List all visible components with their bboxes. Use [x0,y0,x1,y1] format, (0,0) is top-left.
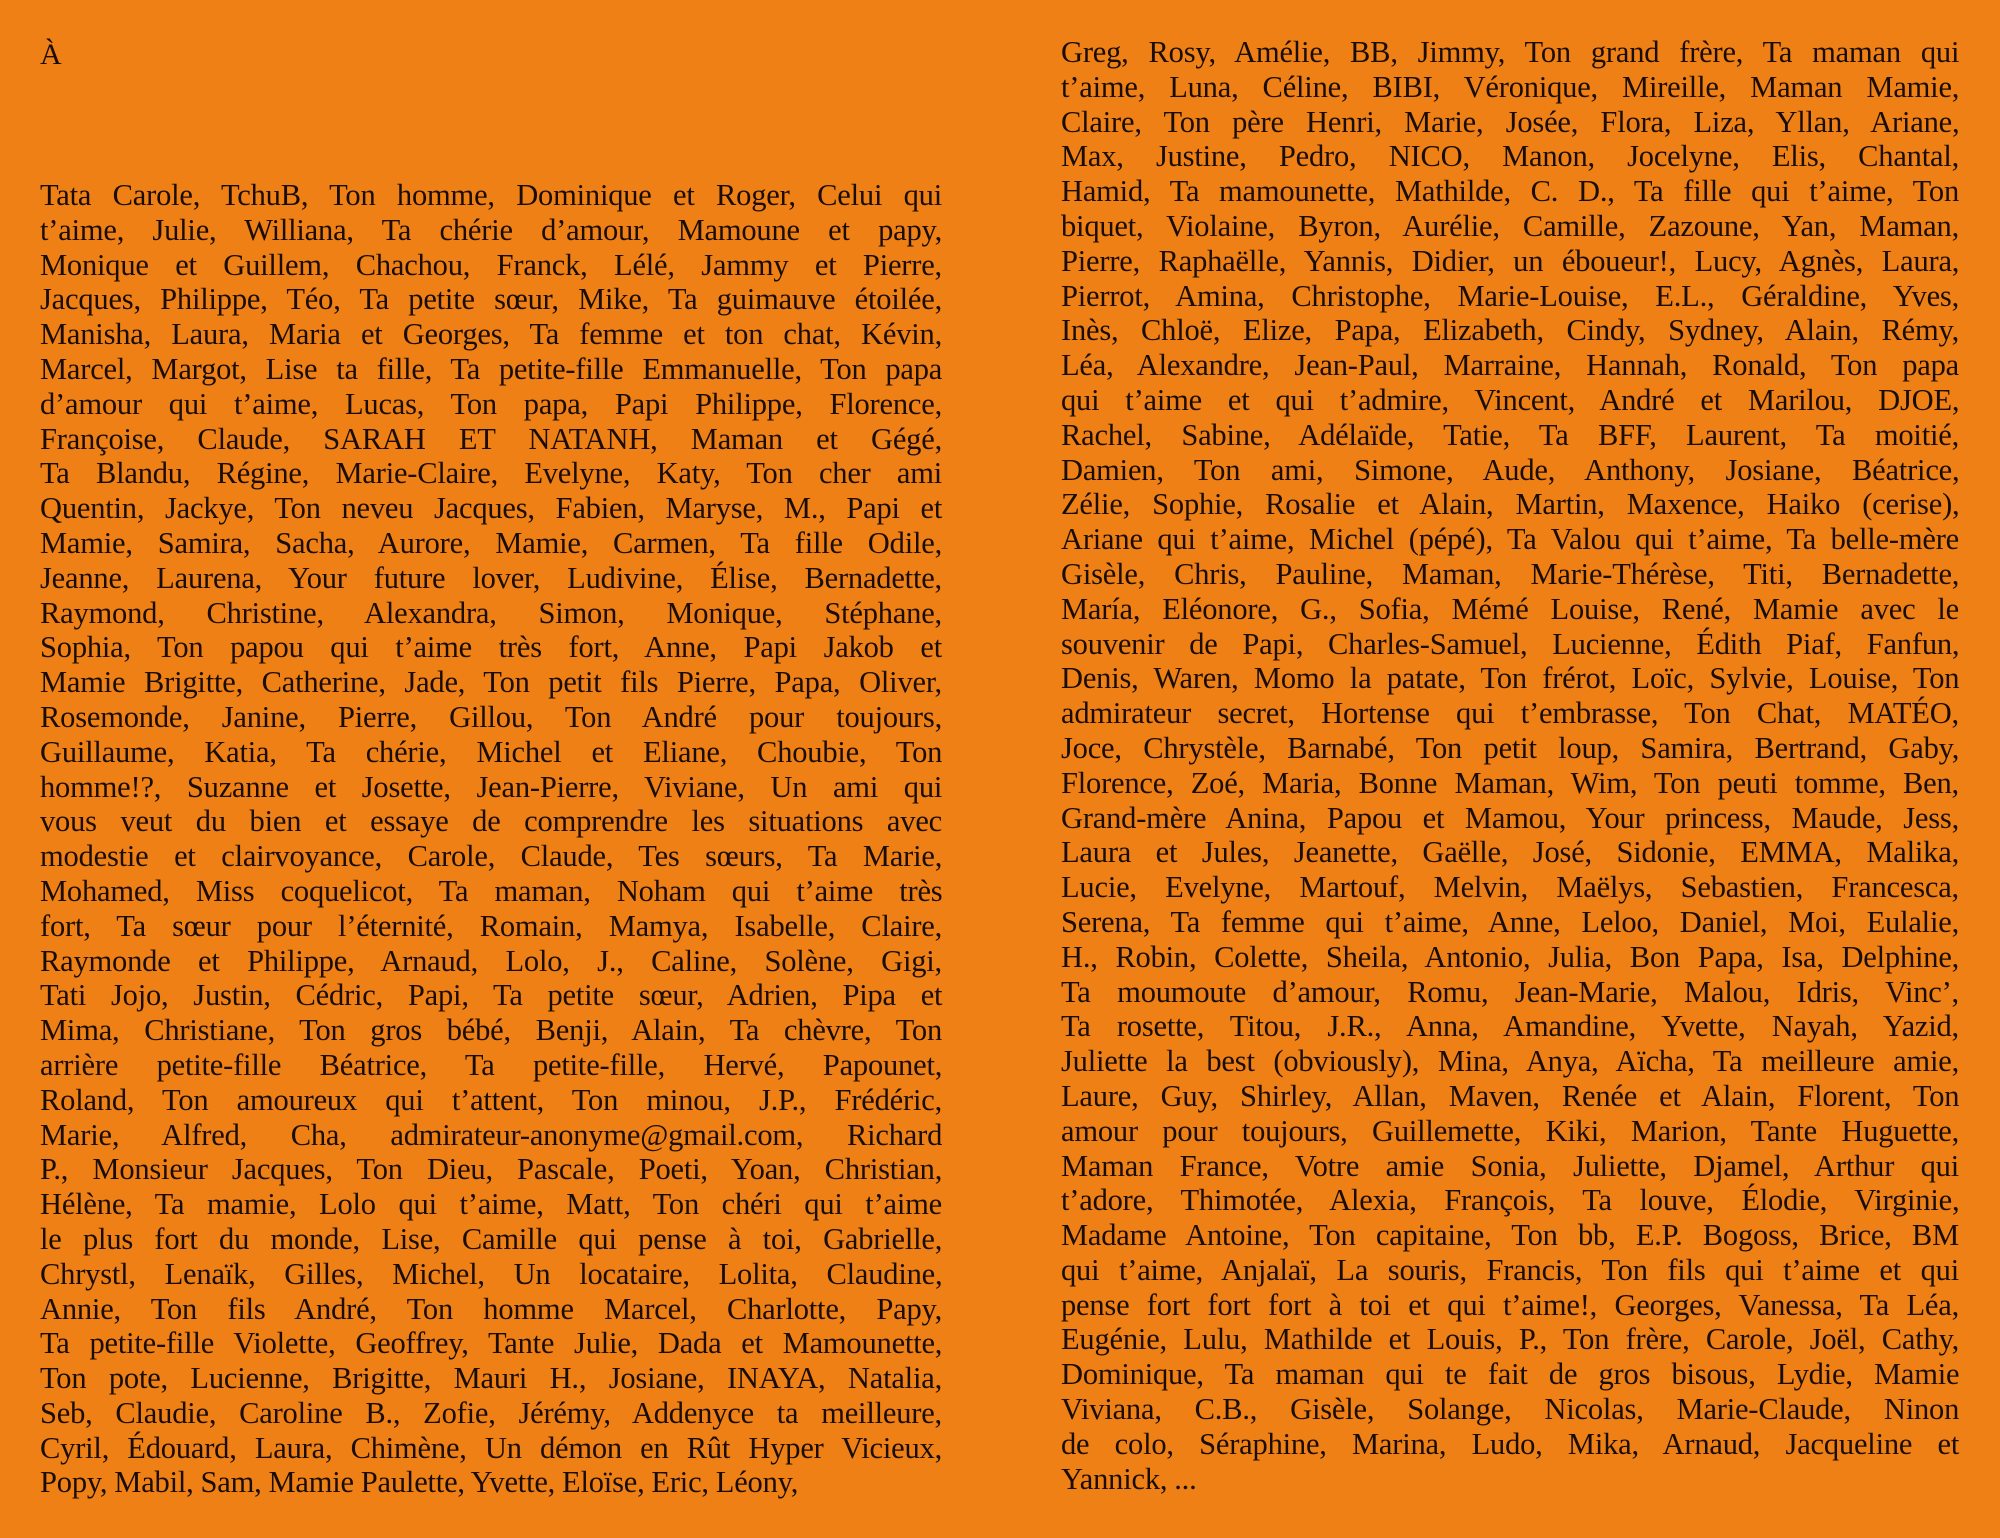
text-line: Denis, Waren, Momo la patate, Ton frérot, Loïc, Sylvie, Louise, Ton [1061,661,1960,696]
text-line: Florence, Zoé, Maria, Bonne Maman, Wim, Ton peuti tomme, Ben, [1061,765,1959,800]
text-line: Tati Jojo, Justin, Cédric, Papi, Ta petite sœur, Adrien, Pipa et [40,978,943,1013]
text-line: Sophia, Ton papou qui t’aime très fort, Anne, Papi Jakob et [40,630,942,665]
text-line: fort, Ta sœur pour l’éternité, Romain, Mamya, Isabelle, Claire, [40,908,943,943]
text-line: souvenir de Papi, Charles-Samuel, Lucienne, Édith Piaf, Fanfun, [1061,626,1960,661]
text-line: Rosemonde, Janine, Pierre, Gillou, Ton André pour toujours, [40,699,942,734]
text-line: modestie et clairvoyance, Carole, Claude, Tes sœurs, Ta Marie, [40,839,943,874]
text-line: le plus fort du monde, Lise, Camille qui pense à toi, Gabrielle, [40,1221,943,1256]
text-line: Ariane qui t’aime, Michel (pépé), Ta Valou qui t’aime, Ta belle-mère [1061,522,1959,557]
text-line: amour pour toujours, Guillemette, Kiki, Marion, Tante Huguette, [1061,1113,1959,1148]
text-line: Maman France, Votre amie Sonia, Juliette, Djamel, Arthur qui [1061,1148,1959,1183]
text-line: Jeanne, Laurena, Your future lover, Ludivine, Élise, Bernadette, [40,560,942,595]
text-line: Damien, Ton ami, Simone, Aude, Anthony, Josiane, Béatrice, [1061,452,1960,487]
right-page [1000,0,2000,1538]
text-line: Mamie, Samira, Sacha, Aurore, Mamie, Carmen, Ta fille Odile, [40,525,942,560]
names-list-right [1061,35,1959,1496]
text-line: Lucie, Evelyne, Martouf, Melvin, Maëlys, Sebastien, Francesca, [1061,870,1959,905]
text-line: vous veut du bien et essaye de comprendre les situations avec [40,804,942,839]
text-line: t’aime, Luna, Céline, BIBI, Véronique, Mireille, Maman Mamie, [1061,69,1960,104]
text-line: Hamid, Ta mamounette, Mathilde, C. D., Ta fille qui t’aime, Ton [1061,174,1959,209]
text-line: pense fort fort fort à toi et qui t’aime!, Georges, Vanessa, Ta Léa, [1061,1287,1959,1322]
text-line: Ta rosette, Titou, J.R., Anna, Amandine, Yvette, Nayah, Yazid, [1061,1009,1959,1044]
text-line: admirateur secret, Hortense qui t’embrasse, Ton Chat, MATÉO, [1061,696,1959,731]
text-line: Dominique, Ta maman qui te fait de gros bisous, Lydie, Mamie [1061,1357,1960,1392]
text-line: d’amour qui t’aime, Lucas, Ton papa, Papi Philippe, Florence, [40,386,942,421]
text-line: Tata Carole, TchuB, Ton homme, Dominique et Roger, Celui qui [40,178,942,212]
text-line: Eugénie, Lulu, Mathilde et Louis, P., Ton frère, Carole, Joël, Cathy, [1061,1322,1960,1357]
text-line: Gisèle, Chris, Pauline, Maman, Marie-Thérèse, Titi, Bernadette, [1061,556,1960,591]
text-line: Mima, Christiane, Ton gros bébé, Benji, Alain, Ta chèvre, Ton [40,1013,942,1048]
text-line: Yannick, ... [1061,1461,1197,1496]
text-line: Marie, Alfred, Cha, admirateur-anonyme@gmail.com, Richard [40,1117,943,1152]
text-line: Jacques, Philippe, Téo, Ta petite sœur, Mike, Ta guimauve étoilée, [40,282,942,317]
text-line: Ta Blandu, Régine, Marie-Claire, Evelyne, Katy, Ton cher ami [40,456,943,491]
text-line: Joce, Chrystèle, Barnabé, Ton petit loup, Samira, Bertrand, Gaby, [1061,730,1960,765]
text-line: Manisha, Laura, Maria et Georges, Ta femme et ton chat, Kévin, [40,317,942,352]
text-line: Léa, Alexandre, Jean-Paul, Marraine, Hannah, Ronald, Ton papa [1061,348,1959,383]
text-line: Marcel, Margot, Lise ta fille, Ta petite-fille Emmanuelle, Ton papa [40,351,943,386]
text-line: arrière petite-fille Béatrice, Ta petite-fille, Hervé, Papounet, [40,1047,943,1082]
text-line: Raymonde et Philippe, Arnaud, Lolo, J., Caline, Solène, Gigi, [40,943,942,978]
text-line: Serena, Ta femme qui t’aime, Anne, Leloo, Daniel, Moi, Eulalie, [1061,904,1959,939]
text-line: qui t’aime et qui t’admire, Vincent, André et Marilou, DJOE, [1061,382,1960,417]
text-line: H., Robin, Colette, Sheila, Antonio, Julia, Bon Papa, Isa, Delphine, [1061,939,1960,974]
text-line: Annie, Ton fils André, Ton homme Marcel, Charlotte, Papy, [40,1291,943,1326]
text-line: Popy, Mabil, Sam, Mamie Paulette, Yvette, Eloïse, Eric, Léony, [40,1465,799,1500]
text-line: Viviana, C.B., Gisèle, Solange, Nicolas, Marie-Claude, Ninon [1061,1392,1960,1427]
text-line: Guillaume, Katia, Ta chérie, Michel et Eliane, Choubie, Ton [40,734,943,769]
text-line: Mamie Brigitte, Catherine, Jade, Ton petit fils Pierre, Papa, Oliver, [40,665,942,700]
text-line: Madame Antoine, Ton capitaine, Ton bb, E.P. Bogoss, Brice, BM [1061,1218,1959,1253]
text-line: Rachel, Sabine, Adélaïde, Tatie, Ta BFF, Laurent, Ta moitié, [1061,417,1960,452]
text-line: P., Monsieur Jacques, Ton Dieu, Pascale, Poeti, Yoan, Christian, [40,1152,943,1187]
text-line: de colo, Séraphine, Marina, Ludo, Mika, Arnaud, Jacqueline et [1061,1426,1960,1461]
text-line: Cyril, Édouard, Laura, Chimène, Un démon en Rût Hyper Vicieux, [40,1430,942,1465]
text-line: Monique et Guillem, Chachou, Franck, Lélé, Jammy et Pierre, [40,247,942,282]
text-line: Pierre, Raphaëlle, Yannis, Didier, un éboueur!, Lucy, Agnès, Laura, [1061,243,1960,278]
text-line: t’aime, Julie, Williana, Ta chérie d’amour, Mamoune et papy, [40,212,942,247]
text-line: Claire, Ton père Henri, Marie, Josée, Flora, Liza, Yllan, Ariane, [1061,104,1960,139]
text-line: Seb, Claudie, Caroline B., Zofie, Jérémy, Addenyce ta meilleure, [40,1395,942,1430]
text-line: t’adore, Thimotée, Alexia, François, Ta louve, Élodie, Virginie, [1061,1183,1960,1218]
text-line: Chrystl, Lenaïk, Gilles, Michel, Un locataire, Lolita, Claudine, [40,1256,943,1291]
text-line: Ta petite-fille Violette, Geoffrey, Tante Julie, Dada et Mamounette, [40,1326,943,1361]
text-line: Mohamed, Miss coquelicot, Ta maman, Noham qui t’aime très [40,873,943,908]
dedication-header: À [40,38,62,71]
text-line: biquet, Violaine, Byron, Aurélie, Camille, Zazoune, Yan, Maman, [1061,208,1959,243]
text-line: Laura et Jules, Jeanette, Gaëlle, José, Sidonie, EMMA, Malika, [1061,835,1959,870]
text-line: Quentin, Jackye, Ton neveu Jacques, Fabien, Maryse, M., Papi et [40,491,943,526]
text-line: Juliette la best (obviously), Mina, Anya, Aïcha, Ta meilleure amie, [1061,1044,1959,1079]
text-line: homme!?, Suzanne et Josette, Jean-Pierre, Viviane, Un ami qui [40,769,943,804]
text-line: Inès, Chloë, Elize, Papa, Elizabeth, Cindy, Sydney, Alain, Rémy, [1061,313,1959,348]
text-line: Ta moumoute d’amour, Romu, Jean-Marie, Malou, Idris, Vinc’, [1061,974,1959,1009]
text-line: Raymond, Christine, Alexandra, Simon, Monique, Stéphane, [40,595,942,630]
text-line: Hélène, Ta mamie, Lolo qui t’aime, Matt, Ton chéri qui t’aime [40,1187,942,1222]
text-line: Grand-mère Anina, Papou et Mamou, Your princess, Maude, Jess, [1061,800,1959,835]
text-line: Greg, Rosy, Amélie, BB, Jimmy, Ton grand frère, Ta maman qui [1061,35,1960,69]
text-line: María, Eléonore, G., Sofia, Mémé Louise, René, Mamie avec le [1061,591,1959,626]
text-line: Laure, Guy, Shirley, Allan, Maven, Renée et Alain, Florent, Ton [1061,1078,1960,1113]
text-line: Ton pote, Lucienne, Brigitte, Mauri H., Josiane, INAYA, Natalia, [40,1361,942,1396]
text-line: Roland, Ton amoureux qui t’attent, Ton minou, J.P., Frédéric, [40,1082,942,1117]
text-line: qui t’aime, Anjalaï, La souris, Francis, Ton fils qui t’aime et qui [1061,1252,1959,1287]
text-line: Pierrot, Amina, Christophe, Marie-Louise, E.L., Géraldine, Yves, [1061,278,1959,313]
text-line: Max, Justine, Pedro, NICO, Manon, Jocelyne, Elis, Chantal, [1061,139,1960,174]
names-list-left [40,178,942,1500]
text-line: Zélie, Sophie, Rosalie et Alain, Martin, Maxence, Haiko (cerise), [1061,487,1960,522]
text-line: Françoise, Claude, SARAH ET NATANH, Maman et Gégé, [40,421,942,456]
